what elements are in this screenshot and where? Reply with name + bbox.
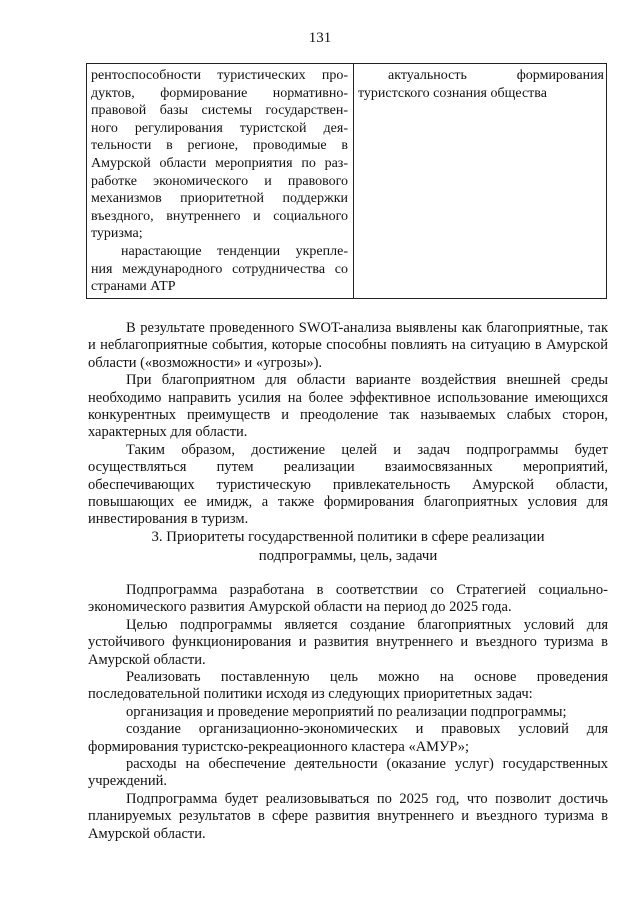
cell-line: правовой базы системы государствен-	[91, 103, 348, 119]
paragraph: При благоприятном для области варианте воздействия внешней среды необходимо направить усилия на более эффективное использование имеющихся конкурентных преимуществ и преодоление так называемых слабых сторон, характерных для области.	[88, 372, 608, 441]
cell-line: актуальность формирования	[388, 68, 604, 83]
cell-line: въездного, внутреннего и социального	[91, 208, 348, 224]
table-cell-right	[358, 67, 604, 102]
cell-line: нарастающие тенденции укрепле-	[121, 243, 348, 259]
paragraph-group-priorities	[88, 582, 608, 843]
cell-line: рентоспособности туристических про-	[91, 68, 348, 83]
paragraph: Таким образом, достижение целей и задач подпрограммы будет осуществляться путем реализации взаимосвязанных мероприятий, обеспечивающих туристическую привлекательность Амурской области, повышающих ее имидж, а также формирования благоприятных условия для инвестирования в туризм.	[88, 441, 608, 528]
cell-line: туристского сознания общества	[358, 85, 547, 101]
paragraph-group-analysis	[88, 320, 608, 529]
list-item: создание организационно-экономических и правовых условий для формирования туристско-рекреационного кластера «АМУР»;	[88, 721, 608, 755]
section-heading-line: 3. Приоритеты государственной политики в сфере реализации	[151, 529, 545, 545]
section-heading	[88, 528, 608, 565]
cell-line: работке экономического и правового	[91, 173, 348, 189]
table-column-divider	[353, 64, 354, 298]
paragraph: Подпрограмма будет реализовываться по 2025 год, что позволит достичь планируемых результатов в сфере развития внутреннего и въездного туризма в Амурской области.	[88, 790, 608, 842]
swot-table-fragment	[86, 63, 607, 299]
cell-line: механизмов приоритетной поддержки	[91, 191, 348, 207]
cell-line: ного регулирования туристской дея-	[91, 120, 348, 136]
section-heading-line: подпрограммы, цель, задачи	[258, 547, 438, 564]
paragraph: Реализовать поставленную цель можно на основе проведения последовательной политики исходя из следующих приоритетных задач:	[88, 669, 608, 703]
list-item: организация и проведение мероприятий по реализации подпрограммы;	[126, 703, 567, 720]
cell-line: ния международного сотрудничества со	[91, 261, 348, 277]
list-item: расходы на обеспечение деятельности (оказание услуг) государственных учреждений.	[88, 756, 608, 790]
cell-line: Амурской области мероприятия по раз-	[91, 155, 348, 171]
paragraph: В результате проведенного SWOT-анализа выявлены как благоприятные, так и неблагоприятные события, которые способны повлиять на ситуацию в Амурской области («возможности» и «угрозы»).	[88, 320, 608, 371]
cell-line: туризма;	[91, 226, 143, 242]
cell-line: дуктов, формирование нормативно-	[91, 85, 348, 101]
cell-line: странами АТР	[91, 279, 176, 295]
cell-line: тельности в регионе, проводимые в	[91, 138, 348, 154]
table-cell-left	[91, 67, 348, 296]
paragraph: Подпрограмма разработана в соответствии со Стратегией социально-экономического развития Амурской области на период до 2025 года.	[88, 582, 608, 616]
paragraph: Целью подпрограммы является создание благоприятных условий для устойчивого функционирования и развития внутреннего и въездного туризма в Амурской области.	[88, 616, 608, 668]
page-number: 131	[308, 30, 332, 46]
